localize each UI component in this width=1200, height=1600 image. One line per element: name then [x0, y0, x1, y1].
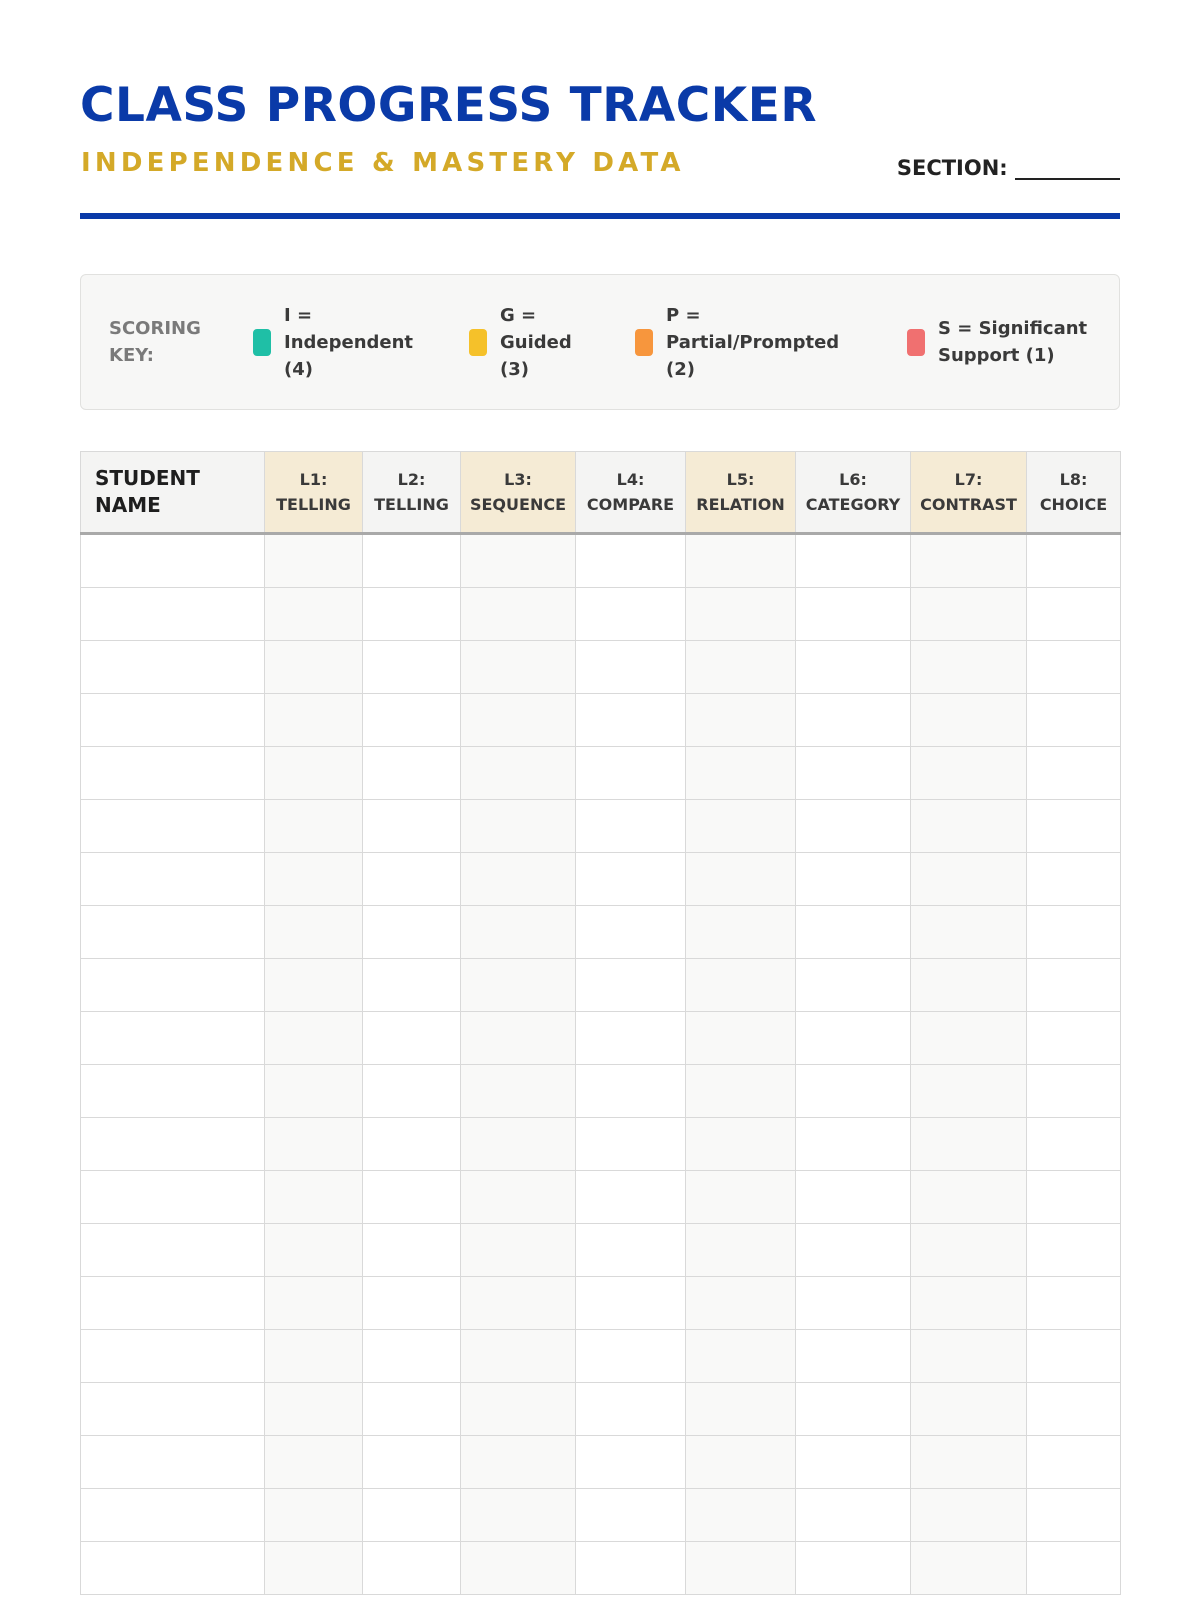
student-name-cell[interactable] [81, 1489, 265, 1542]
score-cell-l3[interactable] [461, 1171, 576, 1224]
score-cell-l7[interactable] [911, 694, 1027, 747]
column-label: CONTRAST [920, 495, 1017, 514]
score-cell-l2[interactable] [363, 1542, 461, 1595]
score-cell-l3[interactable] [461, 906, 576, 959]
score-cell-l1[interactable] [265, 534, 363, 588]
score-cell-l8[interactable] [1027, 1012, 1121, 1065]
partial-swatch [635, 329, 653, 356]
score-cell-l2[interactable] [363, 534, 461, 588]
score-cell-l2[interactable] [363, 800, 461, 853]
column-code: L1: [299, 470, 328, 489]
table-row [81, 588, 1121, 641]
score-cell-l1[interactable] [265, 588, 363, 641]
score-cell-l4[interactable] [576, 641, 686, 694]
student-name-cell[interactable] [81, 588, 265, 641]
table-row [81, 959, 1121, 1012]
score-cell-l4[interactable] [576, 1542, 686, 1595]
score-cell-l3[interactable] [461, 853, 576, 906]
score-cell-l5[interactable] [686, 906, 796, 959]
scoring-key [80, 274, 1120, 410]
score-cell-l7[interactable] [911, 747, 1027, 800]
score-cell-l6[interactable] [796, 906, 911, 959]
score-cell-l1[interactable] [265, 1542, 363, 1595]
key-item-label: S = Significant Support (1) [938, 318, 1088, 366]
student-name-cell[interactable] [81, 1224, 265, 1277]
score-cell-l5[interactable] [686, 694, 796, 747]
student-name-cell[interactable] [81, 1171, 265, 1224]
score-cell-l4[interactable] [576, 1489, 686, 1542]
score-cell-l6[interactable] [796, 1542, 911, 1595]
student-name-cell[interactable] [81, 1436, 265, 1489]
score-cell-l4[interactable] [576, 959, 686, 1012]
score-cell-l2[interactable] [363, 747, 461, 800]
column-header-l2 [363, 452, 461, 534]
score-cell-l4[interactable] [576, 1171, 686, 1224]
key-item-guided [469, 275, 589, 409]
score-cell-l5[interactable] [686, 588, 796, 641]
score-cell-l7[interactable] [911, 1118, 1027, 1171]
score-cell-l6[interactable] [796, 534, 911, 588]
table-row [81, 1118, 1121, 1171]
table-row [81, 1330, 1121, 1383]
score-cell-l5[interactable] [686, 1383, 796, 1436]
score-cell-l1[interactable] [265, 1436, 363, 1489]
score-cell-l8[interactable] [1027, 1277, 1121, 1330]
column-header-l5 [686, 452, 796, 534]
score-cell-l4[interactable] [576, 1436, 686, 1489]
score-cell-l5[interactable] [686, 747, 796, 800]
table-row [81, 1224, 1121, 1277]
score-cell-l7[interactable] [911, 1436, 1027, 1489]
key-item-label: I = Independent (4) [284, 304, 414, 380]
column-code: L4: [616, 470, 645, 489]
score-cell-l5[interactable] [686, 1436, 796, 1489]
score-cell-l3[interactable] [461, 1065, 576, 1118]
table-row [81, 1436, 1121, 1489]
score-cell-l1[interactable] [265, 906, 363, 959]
student-name-cell[interactable] [81, 800, 265, 853]
student-name-cell[interactable] [81, 641, 265, 694]
student-name-cell[interactable] [81, 694, 265, 747]
score-cell-l2[interactable] [363, 1065, 461, 1118]
score-cell-l1[interactable] [265, 959, 363, 1012]
progress-table [80, 451, 1121, 1595]
score-cell-l8[interactable] [1027, 1065, 1121, 1118]
score-cell-l7[interactable] [911, 853, 1027, 906]
score-cell-l4[interactable] [576, 853, 686, 906]
score-cell-l8[interactable] [1027, 1171, 1121, 1224]
score-cell-l6[interactable] [796, 800, 911, 853]
page-title: CLASS PROGRESS TRACKER [80, 78, 818, 133]
score-cell-l2[interactable] [363, 853, 461, 906]
score-cell-l1[interactable] [265, 853, 363, 906]
table-row [81, 1383, 1121, 1436]
score-cell-l4[interactable] [576, 747, 686, 800]
score-cell-l1[interactable] [265, 1330, 363, 1383]
score-cell-l5[interactable] [686, 1171, 796, 1224]
table-row [81, 1542, 1121, 1595]
score-cell-l3[interactable] [461, 1330, 576, 1383]
score-cell-l7[interactable] [911, 959, 1027, 1012]
score-cell-l3[interactable] [461, 1224, 576, 1277]
score-cell-l2[interactable] [363, 641, 461, 694]
score-cell-l6[interactable] [796, 1118, 911, 1171]
score-cell-l8[interactable] [1027, 906, 1121, 959]
score-cell-l2[interactable] [363, 694, 461, 747]
score-cell-l4[interactable] [576, 800, 686, 853]
score-cell-l1[interactable] [265, 641, 363, 694]
student-name-cell[interactable] [81, 1330, 265, 1383]
score-cell-l7[interactable] [911, 1542, 1027, 1595]
guided-swatch [469, 329, 487, 356]
score-cell-l7[interactable] [911, 641, 1027, 694]
table-row [81, 641, 1121, 694]
table-header-row [81, 452, 1121, 534]
score-cell-l1[interactable] [265, 1065, 363, 1118]
page-subtitle: INDEPENDENCE & MASTERY DATA [81, 148, 685, 178]
section-field[interactable]: SECTION: __________ [896, 156, 1120, 180]
student-name-cell[interactable] [81, 747, 265, 800]
column-label: COMPARE [586, 495, 675, 514]
column-label: TELLING [276, 495, 351, 514]
student-name-cell[interactable] [81, 1383, 265, 1436]
score-cell-l5[interactable] [686, 534, 796, 588]
key-item-partial [635, 275, 855, 409]
key-item-label: P = Partial/Prompted (2) [666, 304, 840, 380]
score-cell-l1[interactable] [265, 1171, 363, 1224]
score-cell-l8[interactable] [1027, 1436, 1121, 1489]
column-header-l7 [911, 452, 1027, 534]
score-cell-l2[interactable] [363, 1118, 461, 1171]
score-cell-l6[interactable] [796, 641, 911, 694]
score-cell-l2[interactable] [363, 1383, 461, 1436]
score-cell-l7[interactable] [911, 1065, 1027, 1118]
column-code: L8: [1059, 470, 1088, 489]
student-name-cell[interactable] [81, 534, 265, 588]
column-code: L7: [954, 470, 983, 489]
score-cell-l8[interactable] [1027, 1542, 1121, 1595]
score-cell-l2[interactable] [363, 1489, 461, 1542]
score-cell-l2[interactable] [363, 1012, 461, 1065]
score-cell-l3[interactable] [461, 1542, 576, 1595]
score-cell-l1[interactable] [265, 1012, 363, 1065]
column-header-l8 [1027, 452, 1121, 534]
score-cell-l1[interactable] [265, 800, 363, 853]
score-cell-l5[interactable] [686, 853, 796, 906]
score-cell-l8[interactable] [1027, 747, 1121, 800]
student-name-cell[interactable] [81, 906, 265, 959]
key-item-label: G = Guided (3) [500, 304, 572, 380]
score-cell-l5[interactable] [686, 1330, 796, 1383]
column-header-l1 [265, 452, 363, 534]
score-cell-l4[interactable] [576, 1065, 686, 1118]
score-cell-l4[interactable] [576, 534, 686, 588]
score-cell-l5[interactable] [686, 1542, 796, 1595]
student-name-cell[interactable] [81, 1118, 265, 1171]
score-cell-l4[interactable] [576, 694, 686, 747]
score-cell-l3[interactable] [461, 694, 576, 747]
score-cell-l4[interactable] [576, 1383, 686, 1436]
student-name-cell[interactable] [81, 1065, 265, 1118]
score-cell-l8[interactable] [1027, 534, 1121, 588]
score-cell-l7[interactable] [911, 906, 1027, 959]
column-code: L6: [839, 470, 867, 489]
column-code: L3: [504, 470, 532, 489]
score-cell-l3[interactable] [461, 1436, 576, 1489]
score-cell-l6[interactable] [796, 1012, 911, 1065]
table-row [81, 1277, 1121, 1330]
score-cell-l6[interactable] [796, 853, 911, 906]
score-cell-l6[interactable] [796, 1436, 911, 1489]
score-cell-l8[interactable] [1027, 1118, 1121, 1171]
column-header-l4 [576, 452, 686, 534]
significant-swatch [907, 329, 925, 356]
score-cell-l2[interactable] [363, 1224, 461, 1277]
score-cell-l8[interactable] [1027, 588, 1121, 641]
score-cell-l8[interactable] [1027, 1383, 1121, 1436]
table-row [81, 1171, 1121, 1224]
table-row [81, 694, 1121, 747]
score-cell-l3[interactable] [461, 534, 576, 588]
score-cell-l5[interactable] [686, 1277, 796, 1330]
table-row [81, 534, 1121, 588]
score-cell-l3[interactable] [461, 800, 576, 853]
score-cell-l2[interactable] [363, 588, 461, 641]
score-cell-l2[interactable] [363, 1330, 461, 1383]
header-divider [80, 213, 1120, 219]
table-row [81, 1012, 1121, 1065]
score-cell-l2[interactable] [363, 959, 461, 1012]
student-name-header: STUDENT NAME [81, 452, 265, 534]
score-cell-l3[interactable] [461, 1383, 576, 1436]
score-cell-l6[interactable] [796, 1277, 911, 1330]
score-cell-l3[interactable] [461, 959, 576, 1012]
score-cell-l1[interactable] [265, 694, 363, 747]
score-cell-l8[interactable] [1027, 853, 1121, 906]
score-cell-l8[interactable] [1027, 1330, 1121, 1383]
score-cell-l7[interactable] [911, 588, 1027, 641]
key-item-independent [253, 275, 423, 409]
score-cell-l7[interactable] [911, 534, 1027, 588]
score-cell-l2[interactable] [363, 1171, 461, 1224]
score-cell-l5[interactable] [686, 1065, 796, 1118]
score-cell-l5[interactable] [686, 641, 796, 694]
student-name-cell[interactable] [81, 1542, 265, 1595]
score-cell-l4[interactable] [576, 1277, 686, 1330]
table-row [81, 1489, 1121, 1542]
scoring-key-label: SCORING KEY: [109, 318, 201, 366]
student-name-cell[interactable] [81, 1277, 265, 1330]
score-cell-l3[interactable] [461, 1012, 576, 1065]
score-cell-l8[interactable] [1027, 800, 1121, 853]
score-cell-l1[interactable] [265, 1489, 363, 1542]
score-cell-l3[interactable] [461, 1489, 576, 1542]
score-cell-l6[interactable] [796, 1330, 911, 1383]
column-label: SEQUENCE [469, 495, 567, 514]
score-cell-l1[interactable] [265, 1383, 363, 1436]
score-cell-l6[interactable] [796, 959, 911, 1012]
column-code: L5: [726, 470, 755, 489]
score-cell-l6[interactable] [796, 1171, 911, 1224]
column-code: L2: [397, 470, 426, 489]
score-cell-l6[interactable] [796, 588, 911, 641]
column-label: CATEGORY [805, 495, 901, 514]
score-cell-l8[interactable] [1027, 1224, 1121, 1277]
score-cell-l3[interactable] [461, 641, 576, 694]
score-cell-l5[interactable] [686, 1012, 796, 1065]
column-label: RELATION [696, 495, 785, 514]
column-label: CHOICE [1039, 495, 1108, 514]
student-name-cell[interactable] [81, 853, 265, 906]
score-cell-l4[interactable] [576, 1224, 686, 1277]
student-name-cell[interactable] [81, 1012, 265, 1065]
score-cell-l3[interactable] [461, 1277, 576, 1330]
score-cell-l5[interactable] [686, 800, 796, 853]
score-cell-l6[interactable] [796, 1489, 911, 1542]
score-cell-l1[interactable] [265, 1277, 363, 1330]
table-row [81, 906, 1121, 959]
independent-swatch [253, 329, 271, 356]
score-cell-l7[interactable] [911, 1383, 1027, 1436]
table-row [81, 1065, 1121, 1118]
score-cell-l7[interactable] [911, 800, 1027, 853]
score-cell-l1[interactable] [265, 747, 363, 800]
score-cell-l8[interactable] [1027, 959, 1121, 1012]
score-cell-l8[interactable] [1027, 694, 1121, 747]
score-cell-l7[interactable] [911, 1012, 1027, 1065]
score-cell-l2[interactable] [363, 1436, 461, 1489]
table-body [81, 534, 1121, 1595]
score-cell-l4[interactable] [576, 906, 686, 959]
table-row [81, 800, 1121, 853]
score-cell-l1[interactable] [265, 1118, 363, 1171]
score-cell-l3[interactable] [461, 588, 576, 641]
column-header-l6 [796, 452, 911, 534]
score-cell-l3[interactable] [461, 747, 576, 800]
table-row [81, 853, 1121, 906]
score-cell-l6[interactable] [796, 1065, 911, 1118]
score-cell-l6[interactable] [796, 1383, 911, 1436]
column-label: TELLING [374, 495, 449, 514]
column-header-l3 [461, 452, 576, 534]
score-cell-l7[interactable] [911, 1171, 1027, 1224]
score-cell-l2[interactable] [363, 906, 461, 959]
score-cell-l7[interactable] [911, 1277, 1027, 1330]
key-item-significant [907, 275, 1107, 409]
score-cell-l7[interactable] [911, 1489, 1027, 1542]
score-cell-l8[interactable] [1027, 641, 1121, 694]
score-cell-l2[interactable] [363, 1277, 461, 1330]
score-cell-l7[interactable] [911, 1224, 1027, 1277]
score-cell-l7[interactable] [911, 1330, 1027, 1383]
score-cell-l4[interactable] [576, 1012, 686, 1065]
table-row [81, 747, 1121, 800]
score-cell-l5[interactable] [686, 1489, 796, 1542]
score-cell-l6[interactable] [796, 747, 911, 800]
score-cell-l4[interactable] [576, 588, 686, 641]
student-name-cell[interactable] [81, 959, 265, 1012]
score-cell-l8[interactable] [1027, 1489, 1121, 1542]
score-cell-l6[interactable] [796, 1224, 911, 1277]
score-cell-l6[interactable] [796, 694, 911, 747]
score-cell-l5[interactable] [686, 959, 796, 1012]
score-cell-l4[interactable] [576, 1330, 686, 1383]
score-cell-l1[interactable] [265, 1224, 363, 1277]
score-cell-l5[interactable] [686, 1224, 796, 1277]
score-cell-l3[interactable] [461, 1118, 576, 1171]
score-cell-l5[interactable] [686, 1118, 796, 1171]
score-cell-l4[interactable] [576, 1118, 686, 1171]
